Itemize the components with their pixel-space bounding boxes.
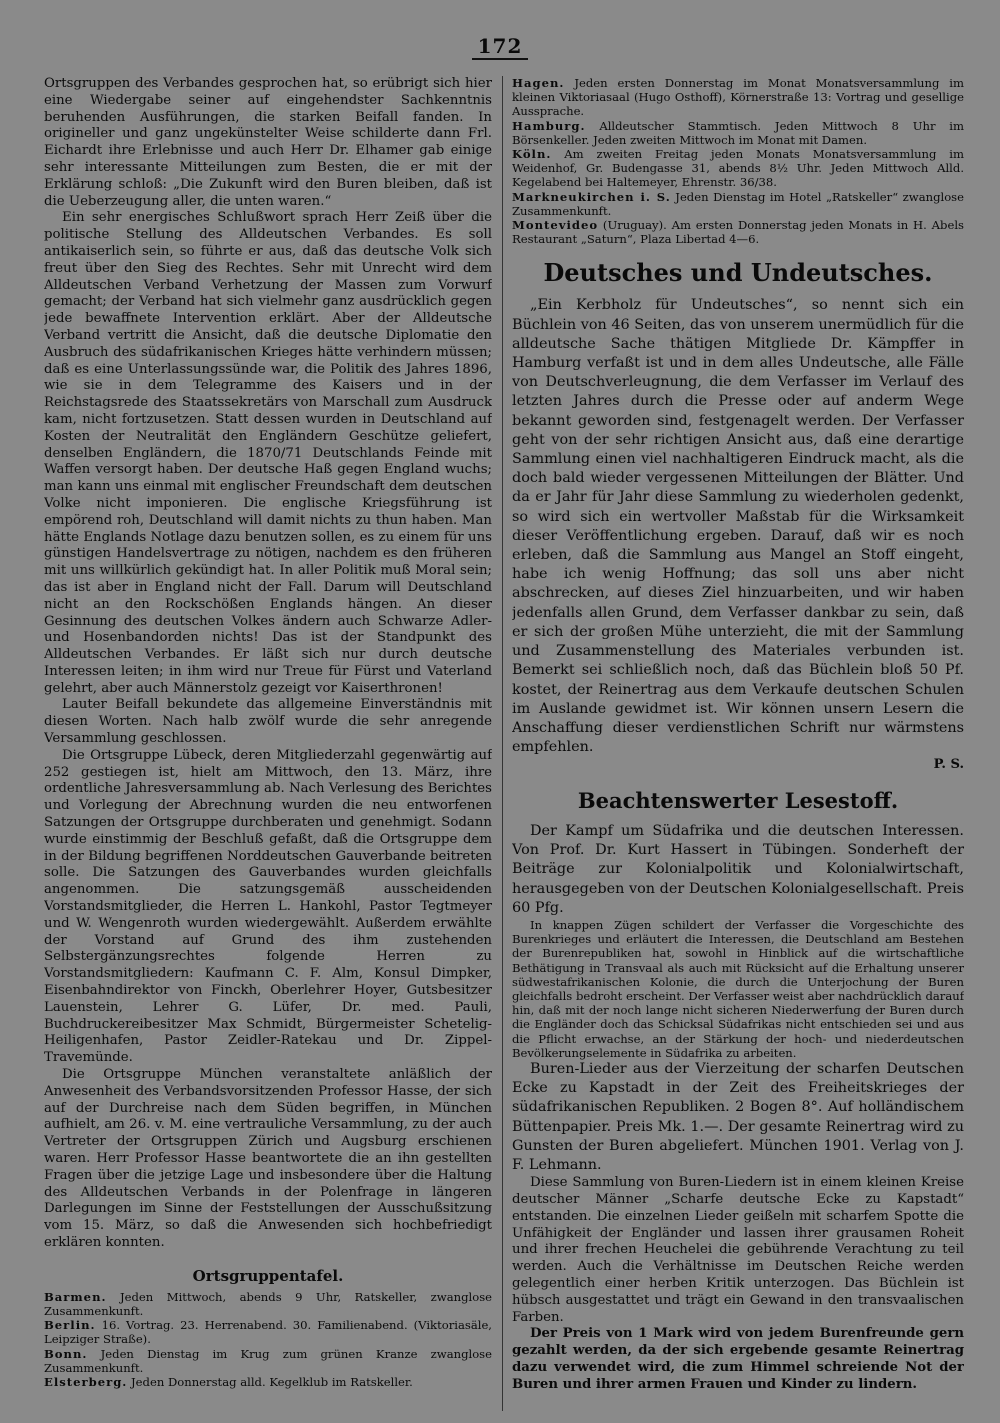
table-entry: Hamburg. Alldeutscher Stammtisch. Jeden Mittwoch 8 Uhr im Börsenkeller. Jeden zweiten Mittwoch im Monat mit Damen. (512, 118, 964, 147)
table-entry: Montevideo (Uruguay). Am ersten Donnerstag jeden Monats in H. Abels Restaurant „Saturn“, Plaza Libertad 4—6. (512, 218, 964, 247)
right-paragraph-5: Diese Sammlung von Buren-Liedern ist in einem kleinen Kreise deutscher Männer „Scharfe deutsche Ecke zu Kapstadt“ entstanden. Die einzelnen Lieder geißeln mit scharfem Spotte die Unfähigkeit der Engländer und lassen ihrer grausamen Roheit und ihrer frechen Heuchelei die gebührende Verachtung zu teil werden. Auch die Verhältnisse im Deutschen Reiche werden gelegentlich einer herben Kritik unterzogen. Das Büchlein ist hübsch ausgestattet und trägt ein Gewand in den transvaalischen Farben. (512, 1175, 964, 1325)
section-heading-lesestoff: Beachtenswerter Lesestoff. (577, 787, 899, 813)
right-column (512, 76, 964, 1411)
right-paragraph-2: Der Kampf um Südafrika und die deutschen Interessen. Von Prof. Dr. Kurt Hassert in Tübingen. Sonderheft der Beiträge zur Kolonialpolitik und Kolonialwirtschaft, herausgegeben von der Deutschen Kolonialgesellschaft. Preis 60 Pfg. (512, 822, 964, 916)
left-paragraph-4: Die Ortsgruppe Lübeck, deren Mitgliederzahl gegenwärtig auf 252 gestiegen ist, hielt am Mittwoch, den 13. März, ihre ordentliche Jahresversammlung ab. Nach Verlesung des Berichtes und Vorlegung der Abrechnung wurden die neu entworfenen Satzungen der Ortsgruppe durchberaten und genehmigt. Sodann wurde einstimmig der Beschluß gefaßt, daß die Ortsgruppe dem in der Bildung begriffenen Norddeutschen Gauverbande beitreten solle. Die Satzungen des Gauverbandes wurden gleichfalls angenommen. Die satzungsgemäß ausscheidenden Vorstandsmitglieder, die Herren L. Hankohl, Pastor Tegtmeyer und W. Wengenroth wurden wiedergewählt. Außerdem erwählte der Vorstand auf Grund des ihm zustehenden Selbstergänzungsrechtes folgende Herren zu Vorstandsmitgliedern: Kaufmann C. F. Alm, Konsul Dimpker, Eisenbahndirektor von Finckh, Oberlehrer Hoyer, Gutsbesitzer Lauenstein, Lehrer G. Lüfer, Dr. med. Pauli, Buchdruckereibesitzer Max Schmidt, Bürgermeister Schetelig-Heiligenhafen, Pastor Zeidler-Ratekau und Dr. Zippel-Travemünde. (44, 747, 492, 1066)
table-entry: Berlin. 16. Vortrag. 23. Herrenabend. 30. Familienabend. (Viktoriasäle, Leipziger Straße). (44, 1318, 492, 1347)
table-entry: Markneukirchen i. S. Jeden Dienstag im Hotel „Ratskeller“ zwanglose Zusammenkunft. (512, 189, 964, 218)
right-paragraph-3: In knappen Zügen schildert der Verfasser die Vorgeschichte des Burenkrieges und erläutert die Interessen, die Deutschland am Bestehen der Burenrepubliken hat, sowohl in Hinblick auf die wirtschaftliche Bethätigung in Transvaal als auch mit Rücksicht auf die Erhaltung unserer südwestafrikanischen Kolonie, die durch die Unterjochung der Buren gleichfalls bedroht erscheint. Der Verfasser weist aber nachdrücklich darauf hin, daß mit der noch lange nicht sicheren Niederwerfung der Buren durch die Engländer doch das Schicksal Südafrikas nicht entschieden sei und aus die Pflicht erwachse, an der Stärkung der hoch- und niederdeutschen Bevölkerungselemente in Südafrika zu arbeiten. (512, 917, 964, 1060)
left-paragraph-1: Ortsgruppen des Verbandes gesprochen hat, so erübrigt sich hier eine Wiedergabe seiner auf eingehendster Sachkenntnis beruhenden Ausführungen, die starken Beifall fanden. In origineller und ganz ungekünstelter Weise schilderte dann Frl. Eichardt ihre Erlebnisse und auch Herr Dr. Elhamer gab einige sehr interessante Mitteilungen zum Besten, die er mit der Erklärung schloß: „Die Zukunft wird den Buren bleiben, daß ist die Ueberzeugung aller, die unten waren.“ (44, 76, 492, 209)
left-paragraph-2: Ein sehr energisches Schlußwort sprach Herr Zeiß über die politische Stellung des Alldeutschen Verbandes. Es soll antikaiserlich sein, so führte er aus, daß das deutsche Volk sich freut über den Sieg des Rechtes. Sehr mit Unrecht wird dem Alldeutschen Verband Verhetzung der Massen zum Vorwurf gemacht; der Verband hat sich vielmehr ganz ausdrücklich gegen jede bewaffnete Intervention erklärt. Aber der Alldeutsche Verband vertritt die Ansicht, daß die deutsche Diplomatie den Ausbruch des südafrikanischen Krieges hätte verhindern müssen; daß es eine Unterlassungssünde war, die Politik des Jahres 1896, wie sie in dem Telegramme des Kaisers und in der Reichstagsrede des Staatssekretärs von Marschall zum Ausdruck kam, nicht fortzusetzen. Statt dessen wurden in Deutschland auf Kosten der Neutralität den Engländern Geschütze geliefert, denselben Engländern, die 1870/71 Deutschlands Feinde mit Waffen versorgt haben. Der deutsche Haß gegen England wuchs; man kann uns einmal mit englischer Freundschaft dem deutschen Volke nicht imponieren. Die englische Kriegsführung ist empörend roh, Deutschland will damit nichts zu thun haben. Man hätte Englands Notlage dazu benutzen sollen, es zu einem für uns günstigen Handelsvertrage zu nötigen, nachdem es den früheren mit uns willkürlich gekündigt hat. In aller Politik muß Moral sein; das ist aber in England nicht der Fall. Darum will Deutschland nicht an den Rockschößen Englands hängen. An dieser Gesinnung des deutschen Volkes ändern auch Schwarze Adler- und Hosenbandorden nichts! Das ist der Standpunkt des Alldeutschen Verbandes. Er läßt sich nur durch deutsche Interessen leiten; in ihm wird nur Treue für Fürst und Vaterland gelehrt, aber auch Männerstolz gezeigt vor Kaiserthronen! (44, 210, 492, 696)
table-entry: Elsterberg. Jeden Donnerstag alld. Kegelklub im Ratskeller. (44, 1375, 413, 1389)
table-entry: Barmen. Jeden Mittwoch, abends 9 Uhr, Ratskeller, zwanglose Zusammenkunft. (44, 1289, 492, 1318)
left-column (44, 76, 492, 1411)
table-entry: Hagen. Jeden ersten Donnerstag im Monat Monatsversammlung im kleinen Viktoriasaal (Hugo Osthoff), Körnerstraße 13: Vortrag und gesellige Aussprache. (512, 76, 964, 119)
left-paragraph-3: Lauter Beifall bekundete das allgemeine Einverständnis mit diesen Worten. Nach halb zwölf wurde die sehr anregende Versammlung geschlossen. (44, 697, 492, 747)
table-entry: Köln. Am zweiten Freitag jeden Monats Monatsversammlung im Weidenhof, Gr. Budengasse 31, abends 8½ Uhr. Jeden Mittwoch Alld. Kegelabend bei Haltemeyer, Ehrenstr. 36/38. (512, 147, 964, 190)
right-paragraph-6: Der Preis von 1 Mark wird von jedem Burenfreunde gern gezahlt werden, da der sich ergebende gesamte Reinertrag dazu verwendet wird, die zum Himmel schreiende Not der Buren und ihrer armen Frauen und Kinder zu lindern. (512, 1326, 964, 1392)
left-paragraph-5: Die Ortsgruppe München veranstaltete anläßlich der Anwesenheit des Verbandsvorsitzenden Professor Hasse, der sich auf der Durchreise nach dem Süden begriffen, in München aufhielt, am 26. v. M. eine vertrauliche Versammlung, zu der auch Vertreter der Ortsgruppen Zürich und Augsburg erschienen waren. Herr Professor Hasse beantwortete die an ihn gestellten Fragen über die jetzige Lage und insbesondere über die Haltung des Alldeutschen Verbands in der Polenfrage in längeren Darlegungen im Sinne der Feststellungen der Ausschußsitzung vom 15. März, so daß die Anwesenden sich hochbefriedigt erklären konnten. (44, 1067, 492, 1250)
section-heading-ortsgruppentafel: Ortsgruppentafel. (192, 1266, 344, 1285)
column-divider (502, 76, 503, 1411)
table-entry: Bonn. Jeden Dienstag im Krug zum grünen Kranze zwanglose Zusammenkunft. (44, 1346, 492, 1375)
section-heading-deutsches: Deutsches und Undeutsches. (543, 258, 933, 288)
page-number: 172 (0, 34, 1000, 58)
right-paragraph-1: „Ein Kerbholz für Undeutsches“, so nennt sich ein Büchlein von 46 Seiten, das von unserem unermüdlich für die alldeutsche Sache thätigen Mitgliede Dr. Kämpffer in Hamburg verfaßt ist und in dem alles Undeutsche, alle Fälle von Deutschverleugnung, die dem Verfasser im Verlauf des letzten Jahres durch die Presse oder auf anderm Wege bekannt geworden sind, festgenagelt werden. Der Verfasser geht von der sehr richtigen Ansicht aus, daß eine derartige Sammlung einen viel nachhaltigeren Eindruck macht, als die doch bald wieder vergessenen Mitteilungen der Blätter. Und da er Jahr für Jahr diese Sammlung zu wiederholen gedenkt, so wird sich ein wertvoller Maßstab für die Wirksamkeit dieser Veröffentlichung ergeben. Darauf, daß wir es noch erleben, daß die Sammlung aus Mangel an Stoff eingeht, habe ich wenig Hoffnung; das soll uns aber nicht abschrecken, auf dieses Ziel hinzuarbeiten, und wir haben jedenfalls allen Grund, dem Verfasser dankbar zu sein, daß er sich der großen Mühe unterzieht, die mit der Sammlung und Zusammenstellung des Materiales verbunden ist. Bemerkt sei schließlich noch, daß das Büchlein bloß 50 Pf. kostet, der Reinertrag aus dem Verkaufe deutschen Schulen im Auslande gewidmet ist. Wir können unsern Lesern die Anschaffung dieser verdienstlichen Schrift nur wärmstens empfehlen. (512, 297, 964, 756)
right-paragraph-4: Buren-Lieder aus der Vierzeitung der scharfen Deutschen Ecke zu Kapstadt in der Zeit des Freiheitskrieges der südafrikanischen Republiken. 2 Bogen 8°. Auf holländischem Büttenpapier. Preis Mk. 1.—. Der gesamte Reinertrag wird zu Gunsten der Buren abgeliefert. München 1901. Verlag von J. F. Lehmann. (512, 1060, 964, 1173)
signature: P. S. (933, 757, 964, 773)
